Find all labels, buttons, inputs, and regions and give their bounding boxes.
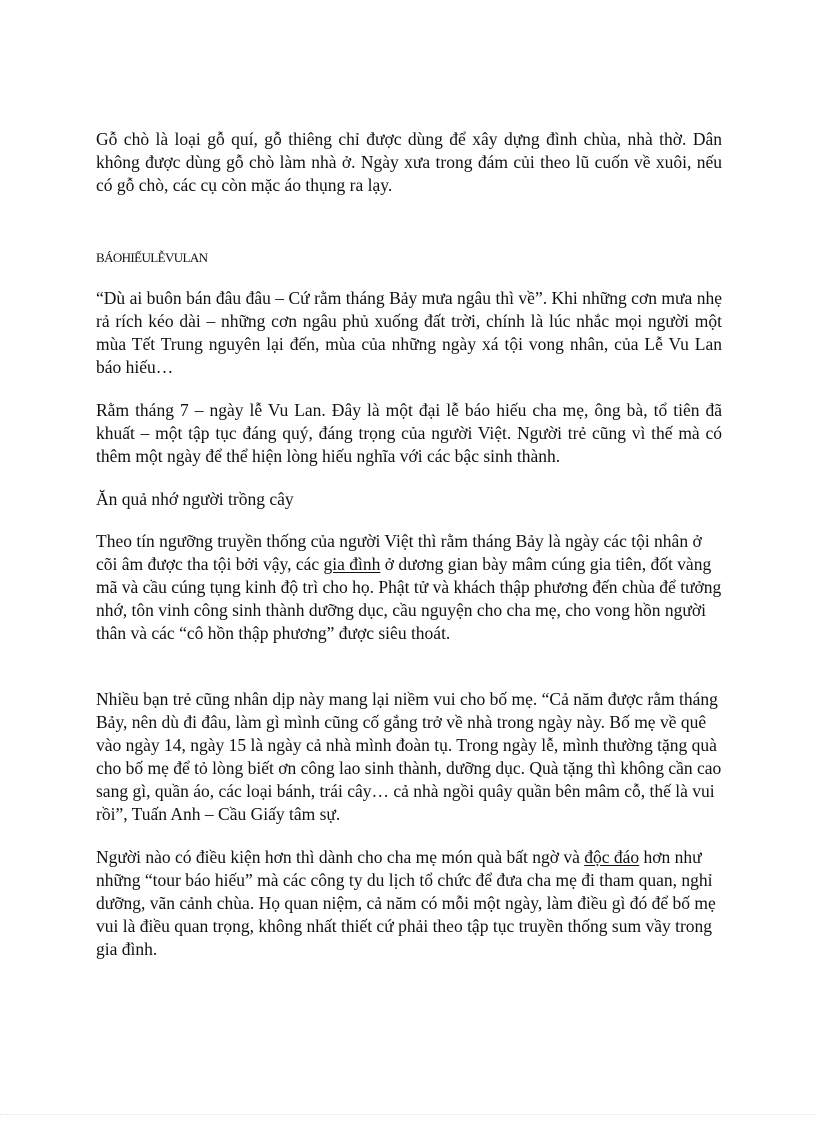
paragraph-5 — [96, 846, 722, 961]
page-bottom-divider — [0, 1114, 816, 1115]
paragraph-3-text-after: ở dương gian bày mâm cúng gia tiên, đốt vàng mã và cầu cúng tụng kinh độ trì cho họ. Phật tử và khách thập phương đến chùa để tưởng nhớ, tôn vinh công sinh thành dưỡng dục, cầu nguyện cho cha mẹ, cho vong hồn người thân và các “cô hồn thập phương” được siêu thoát. — [96, 554, 722, 643]
paragraph-1: “Dù ai buôn bán đâu đâu – Cứ rằm tháng Bảy mưa ngâu thì về”. Khi những cơn mưa nhẹ rả rích kéo dài – những cơn ngâu phủ xuống đất trời, chính là lúc nhắc mọi người một mùa Tết Trung nguyên lại đến, mùa của những ngày xá tội vong nhân, của Lễ Vu Lan báo hiếu… — [96, 288, 722, 377]
gia-dinh-link[interactable]: gia đình — [323, 554, 381, 574]
paragraph-3 — [96, 530, 722, 645]
doc-dao-link[interactable]: độc đáo — [584, 847, 640, 867]
paragraph-4: Nhiều bạn trẻ cũng nhân dịp này mang lại niềm vui cho bố mẹ. “Cả năm được rằm tháng Bảy, nên dù đi đâu, làm gì mình cũng cố gắng trở về nhà trong ngày này. Bố mẹ về quê vào ngày 14, ngày 15 là ngày cả nhà mình đoàn tụ. Trong ngày lễ, mình thường tặng quà cho bố mẹ để tỏ lòng biết ơn công lao sinh thành, dưỡng dục. Quà tặng thì không cần cao sang gì, quần áo, các loại bánh, trái cây… cả nhà ngồi quây quần bên mâm cỗ, thế là vui rồi”, Tuấn Anh – Cầu Giấy tâm sự. — [96, 689, 722, 824]
section-heading: BÁOHIẾULỄVULAN — [96, 250, 208, 265]
paragraph-5-text-after: hơn như những “tour báo hiếu” mà các công ty du lịch tổ chức để đưa cha mẹ đi tham quan, nghỉ dưỡng, vãn cảnh chùa. Họ quan niệm, cả năm có mỗi một ngày, làm điều gì đó để bố mẹ vui là điều quan trọng, không nhất thiết cứ phải theo tập tục truyền thống sum vầy trong gia đình. — [96, 847, 716, 959]
intro-paragraph: Gỗ chò là loại gỗ quí, gỗ thiêng chỉ được dùng để xây dựng đình chùa, nhà thờ. Dân không được dùng gỗ chò làm nhà ở. Ngày xưa trong đám củi theo lũ cuốn về xuôi, nếu có gỗ chò, các cụ còn mặc áo thụng ra lạy. — [96, 129, 722, 195]
subheading: Ăn quả nhớ người trồng cây — [96, 489, 294, 509]
paragraph-3-text-before: Theo tín ngưỡng truyền thống của người Việt thì rằm tháng Bảy là ngày các tội nhân ở cõi âm được tha tội bởi vậy, các — [96, 531, 702, 574]
paragraph-2: Rằm tháng 7 – ngày lễ Vu Lan. Đây là một đại lễ báo hiếu cha mẹ, ông bà, tổ tiên đã khuất – một tập tục đáng quý, đáng trọng của người Việt. Người trẻ cũng vì thế mà có thêm một ngày để thể hiện lòng hiếu nghĩa với các bậc sinh thành. — [96, 400, 722, 466]
paragraph-5-text-before: Người nào có điều kiện hơn thì dành cho cha mẹ món quà bất ngờ và — [96, 847, 585, 867]
